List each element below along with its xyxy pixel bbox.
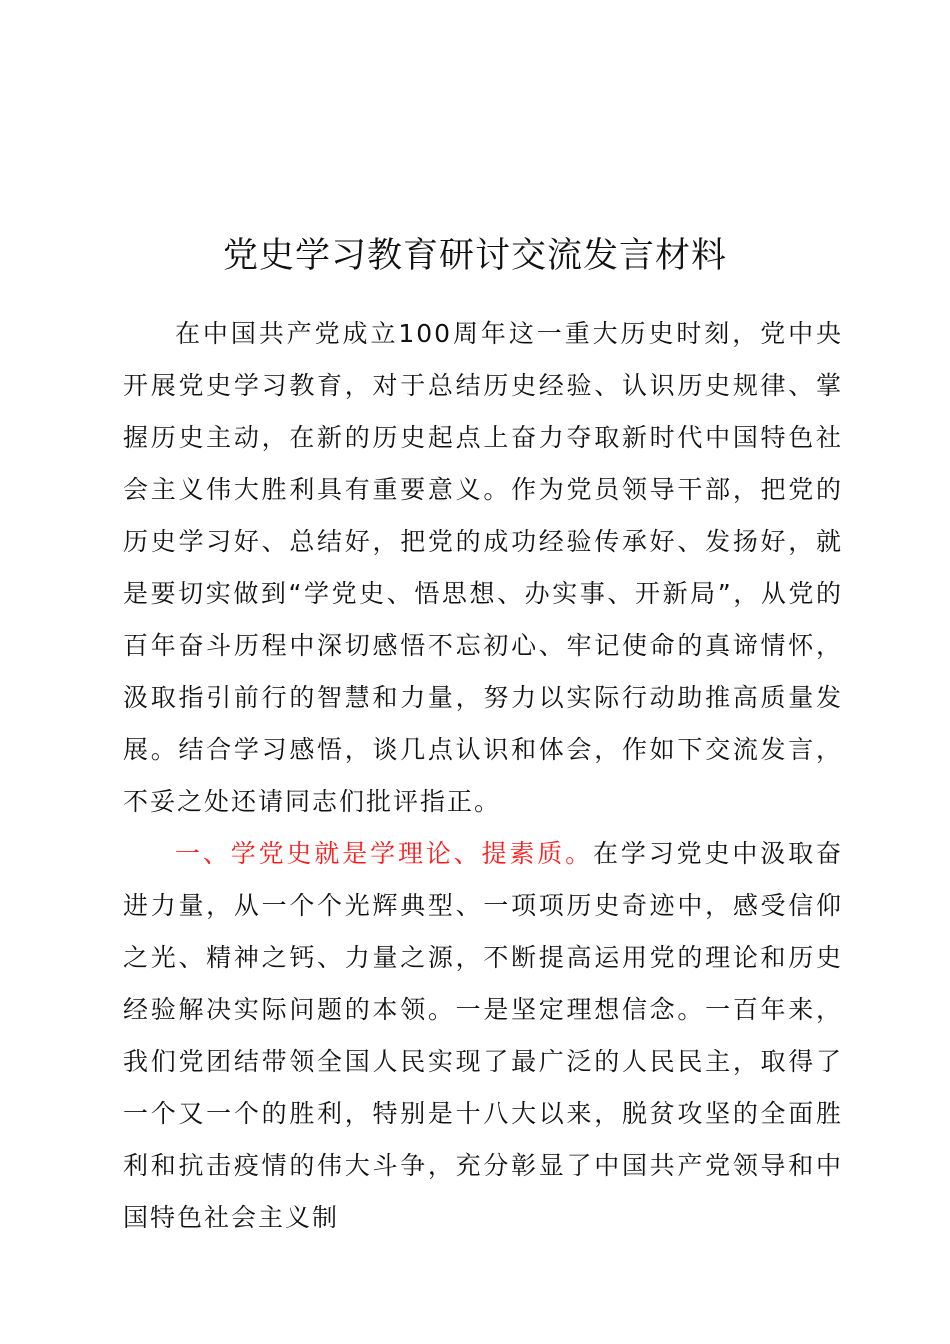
paragraph-text: 在中国共产党成立100周年这一重大历史时刻，党中央开展党史学习教育，对于总结历史经验、认识历史规律、掌握历史主动，在新的历史起点上奋力夺取新时代中国特色社会主义伟大胜利具有重要意义。作为党员领导干部，把党的历史学习好、总结好，把党的成功经验传承好、发扬好，就是要切实做到“学党史、悟思想、办实事、开新局”，从党的百年奋斗历程中深切感悟不忘初心、牢记使命的真谛情怀，汲取指引前行的智慧和力量，努力以实际行动助推高质量发展。结合学习感悟，谈几点认识和体会，作如下交流发言，不妥之处还请同志们批评指正。 xyxy=(123,319,843,816)
body-paragraph-section-1 xyxy=(123,828,843,1244)
body-paragraph-intro xyxy=(123,308,843,828)
page-title: 党史学习教育研讨交流发言材料 xyxy=(222,236,727,276)
section-heading: 一、学党史就是学理论、提素质。 xyxy=(175,839,594,868)
paragraph-text: 在学习党史中汲取奋进力量，从一个个光辉典型、一项项历史奇迹中，感受信仰之光、精神之钙、力量之源，不断提高运用党的理论和历史经验解决实际问题的本领。一是坚定理想信念。一百年来，我们党团结带领全国人民实现了最广泛的人民民主，取得了一个又一个的胜利，特别是十八大以来，脱贫攻坚的全面胜利和抗击疫情的伟大斗争，充分彰显了中国共产党领导和中国特色社会主义制 xyxy=(123,839,843,1232)
